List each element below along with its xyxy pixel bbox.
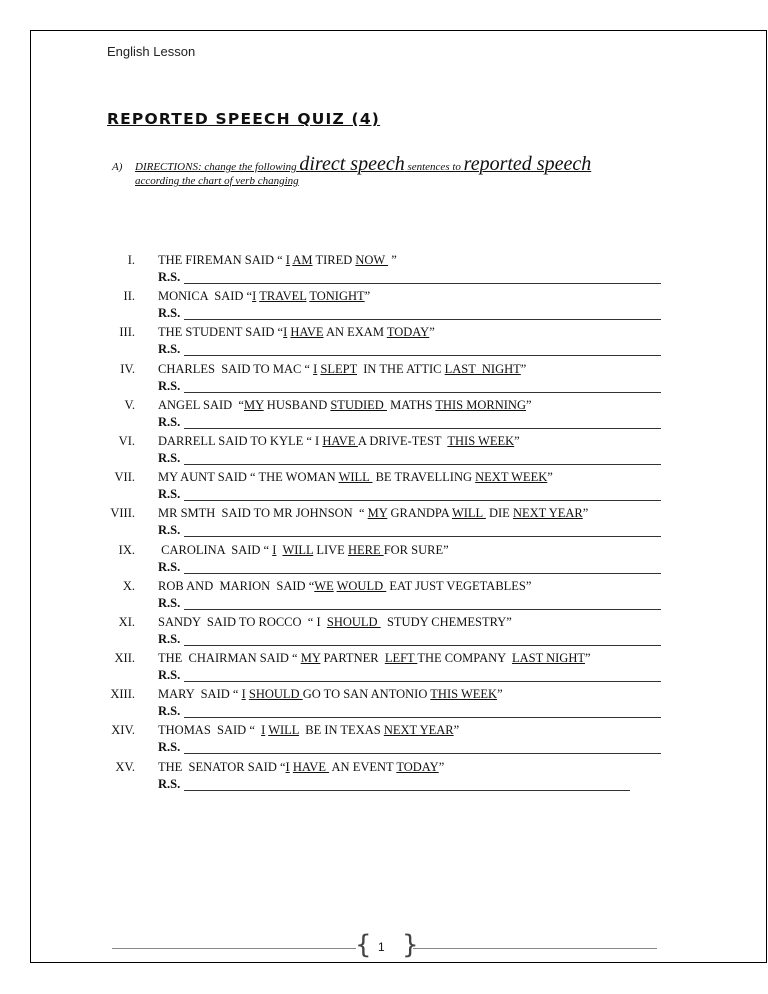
sentence-text: ”	[388, 253, 397, 267]
sentence-text: IN THE ATTIC	[357, 361, 445, 376]
direct-speech-sentence	[158, 541, 449, 559]
page-header: English Lesson	[107, 44, 196, 59]
underlined-word: HAVE	[292, 759, 330, 774]
underlined-word: HERE	[347, 542, 384, 557]
sentence-text: ”	[497, 687, 503, 702]
sentence-text: ”	[364, 289, 371, 304]
question-number: XIII.	[110, 687, 135, 702]
answer-blank-line[interactable]	[184, 609, 661, 610]
sentence-text: MY AUNT SAID “ THE WOMAN	[158, 470, 339, 485]
question-number: III.	[119, 325, 135, 340]
answer-blank-line[interactable]	[184, 717, 661, 718]
question-number: VI.	[118, 433, 135, 448]
rs-label: R.S.	[158, 378, 181, 393]
sentence-text: THE FIREMAN SAID “	[158, 253, 286, 267]
directions-line-2: according the chart of verb changing	[135, 175, 299, 187]
underlined-word: I	[241, 687, 246, 702]
sentence-text: A DRIVE-TEST	[357, 433, 448, 448]
answer-blank-line[interactable]	[184, 536, 661, 537]
underlined-word: WILL	[338, 470, 373, 485]
reported-speech-answer[interactable]	[158, 521, 661, 539]
sentence-text: LIVE	[313, 542, 348, 557]
sentence-text: STUDY CHEMESTRY”	[380, 614, 512, 629]
direct-speech-sentence	[158, 287, 370, 305]
underlined-word: I	[252, 289, 257, 304]
rs-label: R.S.	[158, 776, 181, 791]
underlined-word: STUDIED	[330, 397, 387, 412]
sentence-text: THE COMPANY	[417, 651, 512, 666]
answer-blank-line[interactable]	[184, 392, 661, 393]
underlined-word: TODAY	[396, 759, 439, 774]
question-item	[0, 432, 768, 468]
direct-speech-sentence	[158, 396, 532, 414]
rs-label: R.S.	[158, 668, 181, 683]
underlined-word: I	[285, 253, 290, 267]
underlined-word: LAST NIGHT	[511, 651, 585, 666]
rs-label: R.S.	[158, 342, 181, 357]
question-item	[0, 323, 768, 359]
rs-label: R.S.	[158, 559, 181, 574]
underlined-word: I	[313, 361, 318, 376]
reported-speech-answer[interactable]	[158, 666, 661, 684]
sentence-text: THOMAS SAID “	[158, 723, 262, 738]
sentence-text: THE SENATOR SAID “	[158, 759, 286, 774]
sentence-text: SANDY SAID TO ROCCO “ I	[158, 614, 327, 629]
direct-speech-sentence	[158, 360, 526, 378]
sentence-text: ”	[525, 397, 532, 412]
underlined-word: I	[283, 325, 288, 340]
answer-blank-line[interactable]	[184, 355, 661, 356]
underlined-word: MY	[243, 397, 264, 412]
question-item	[0, 468, 768, 504]
underlined-word: THIS WEEK	[447, 433, 515, 448]
rs-label: R.S.	[158, 740, 181, 755]
rs-label: R.S.	[158, 306, 181, 321]
directions-emphasis-2: reported speech	[463, 153, 592, 175]
sentence-text: CHARLES SAID TO MAC “	[158, 361, 314, 376]
sentence-text: MR SMTH SAID TO MR JOHNSON “	[158, 506, 368, 521]
reported-speech-answer[interactable]	[158, 449, 661, 467]
question-item	[0, 360, 768, 396]
reported-speech-answer[interactable]	[158, 702, 661, 720]
footer-rule-right	[413, 948, 657, 949]
question-item	[0, 613, 768, 649]
direct-speech-sentence	[158, 685, 503, 703]
directions-text-1: DIRECTIONS: change the following direct speech sentences to reported speech	[135, 153, 592, 175]
rs-label: R.S.	[158, 704, 181, 719]
direct-speech-sentence	[158, 758, 444, 776]
rs-label: R.S.	[158, 631, 181, 646]
underlined-word: TODAY	[386, 325, 430, 340]
answer-blank-line[interactable]	[184, 790, 630, 791]
underlined-word: I	[272, 542, 277, 557]
question-item	[0, 649, 768, 685]
sentence-text: GO TO SAN ANTONIO	[302, 687, 431, 702]
underlined-word: HAVE	[290, 325, 324, 340]
sentence-text: ”	[582, 506, 589, 521]
underlined-word: I	[285, 759, 290, 774]
sentence-text: ”	[547, 470, 553, 485]
page-number: 1	[378, 940, 385, 954]
direct-speech-sentence	[158, 649, 591, 667]
sentence-text: MONICA SAID “	[158, 289, 253, 304]
underlined-word: WILL	[268, 723, 299, 738]
question-number: IX.	[118, 542, 135, 557]
reported-speech-answer[interactable]	[158, 377, 661, 395]
question-item	[0, 758, 768, 794]
sentence-text: ”	[520, 361, 527, 376]
sentence-text: HUSBAND	[263, 397, 331, 412]
underlined-word: TRAVEL	[259, 289, 307, 304]
rs-label: R.S.	[158, 450, 181, 465]
underlined-word: LAST NIGHT	[444, 361, 521, 376]
question-number: XV.	[115, 759, 135, 774]
rs-label: R.S.	[158, 523, 181, 538]
direct-speech-sentence	[158, 432, 520, 450]
question-number: V.	[124, 397, 135, 412]
footer-bracket-right-icon: }	[402, 930, 419, 960]
reported-speech-answer[interactable]	[158, 630, 661, 648]
underlined-word: MY	[367, 506, 388, 521]
underlined-word: SLEPT	[320, 361, 357, 376]
sentence-text: MATHS	[386, 397, 436, 412]
question-item	[0, 541, 768, 577]
underlined-word: LEFT	[384, 651, 418, 666]
underlined-word: THIS MORNING	[435, 397, 526, 412]
direct-speech-sentence	[158, 468, 553, 486]
underlined-word: NOW	[355, 253, 389, 267]
sentence-text: TIRED	[312, 253, 356, 267]
underlined-word: WILL	[451, 506, 486, 521]
question-item	[0, 577, 768, 613]
rs-label: R.S.	[158, 487, 181, 502]
direct-speech-sentence	[158, 613, 512, 631]
underlined-word: AM	[292, 253, 313, 267]
sentence-text: THE CHAIRMAN SAID “	[158, 651, 301, 666]
sentence-text: GRANDPA	[387, 506, 452, 521]
sentence-text: ”	[438, 759, 445, 774]
question-item	[0, 396, 768, 432]
underlined-word: SHOULD	[326, 614, 381, 629]
underlined-word: TONIGHT	[309, 289, 365, 304]
answer-blank-line[interactable]	[184, 681, 661, 682]
direct-speech-sentence	[158, 577, 531, 595]
direct-speech-sentence	[158, 721, 459, 739]
question-item	[0, 251, 768, 287]
answer-blank-line[interactable]	[184, 645, 661, 646]
sentence-text: BE TRAVELLING	[372, 470, 476, 485]
sentence-text: THE STUDENT SAID “	[158, 325, 284, 340]
rs-label: R.S.	[158, 414, 181, 429]
answer-blank-line[interactable]	[184, 573, 661, 574]
sentence-text: ”	[453, 723, 460, 738]
reported-speech-answer[interactable]	[158, 558, 661, 576]
reported-speech-answer[interactable]	[158, 594, 661, 612]
sentence-text: PARTNER	[320, 651, 385, 666]
sentence-text: BE IN TEXAS	[298, 723, 384, 738]
reported-speech-answer[interactable]	[158, 738, 661, 756]
question-number: XIV.	[111, 723, 135, 738]
direct-speech-sentence	[158, 504, 588, 522]
page-footer	[112, 928, 657, 962]
underlined-word: WE	[314, 578, 334, 593]
question-item	[0, 721, 768, 757]
sentence-text: AN EVENT	[329, 759, 397, 774]
sentence-text: ”	[584, 651, 591, 666]
footer-rule-left	[112, 948, 356, 949]
sentence-text: ANGEL SAID “	[158, 397, 244, 412]
question-number: XII.	[114, 651, 135, 666]
reported-speech-answer[interactable]	[158, 413, 661, 431]
underlined-word: WOULD	[336, 578, 387, 593]
directions-emphasis-1: direct speech	[299, 153, 405, 175]
rs-label: R.S.	[158, 270, 181, 284]
underlined-word: NEXT WEEK	[475, 470, 548, 485]
question-item	[0, 504, 768, 540]
question-number: VIII.	[110, 506, 135, 521]
answer-blank-line[interactable]	[184, 753, 661, 754]
sentence-text: FOR SURE”	[383, 542, 449, 557]
question-number: IV.	[120, 361, 135, 376]
underlined-word: MY	[300, 651, 321, 666]
sentence-text: ”	[514, 433, 520, 448]
underlined-word: NEXT YEAR	[383, 723, 454, 738]
underlined-word: HAVE	[322, 433, 358, 448]
underlined-word: NEXT YEAR	[512, 506, 583, 521]
question-number: II.	[123, 289, 135, 304]
question-item	[0, 685, 768, 721]
sentence-text: AN EXAM	[323, 325, 387, 340]
question-number: VII.	[114, 470, 135, 485]
underlined-word: I	[261, 723, 266, 738]
question-number: XI.	[118, 614, 135, 629]
reported-speech-answer[interactable]	[158, 775, 630, 793]
reported-speech-answer[interactable]	[158, 485, 661, 503]
direct-speech-sentence	[158, 251, 397, 269]
sentence-text: DARRELL SAID TO KYLE “ I	[158, 433, 323, 448]
question-number: X.	[122, 578, 135, 593]
sentence-text: ”	[429, 325, 435, 340]
answer-blank-line[interactable]	[184, 500, 661, 501]
sentence-text: ROB AND MARION SAID “	[158, 578, 315, 593]
rs-label: R.S.	[158, 595, 181, 610]
underlined-word: THIS WEEK	[430, 687, 498, 702]
question-item	[0, 287, 768, 323]
sentence-text: EAT JUST VEGETABLES”	[386, 578, 532, 593]
reported-speech-answer[interactable]	[158, 268, 661, 286]
section-marker: A)	[112, 161, 123, 173]
sentence-text: MARY SAID “	[158, 687, 242, 702]
directions	[112, 152, 672, 187]
answer-blank-line[interactable]	[184, 319, 661, 320]
sentence-text: DIE	[485, 506, 513, 521]
underlined-word: WILL	[282, 542, 314, 557]
answer-blank-line[interactable]	[184, 464, 661, 465]
quiz-title: REPORTED SPEECH QUIZ (4)	[107, 110, 381, 128]
sentence-text: CAROLINA SAID “	[158, 542, 273, 557]
footer-bracket-left-icon: {	[355, 930, 372, 960]
answer-blank-line[interactable]	[184, 283, 661, 284]
directions-text-2: sentences to	[407, 161, 461, 173]
question-list	[0, 251, 768, 794]
underlined-word: SHOULD	[248, 687, 303, 702]
reported-speech-answer[interactable]	[158, 304, 661, 322]
answer-blank-line[interactable]	[184, 428, 661, 429]
question-number: I.	[127, 253, 135, 267]
reported-speech-answer[interactable]	[158, 340, 661, 358]
direct-speech-sentence	[158, 323, 435, 341]
